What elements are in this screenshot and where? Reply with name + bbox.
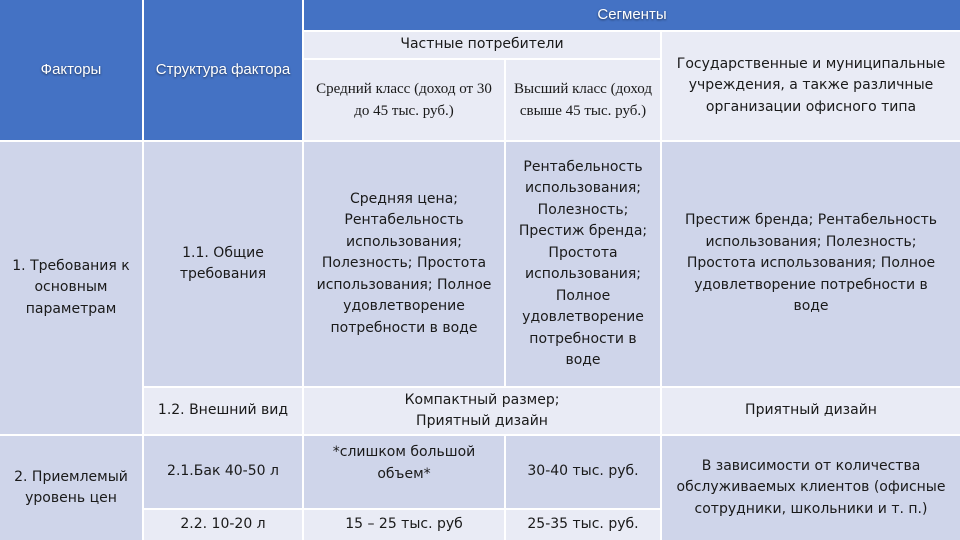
subfactor-2-1-middle: *слишком большой объем*: [304, 436, 504, 508]
middle-class-header: Средний класс (доход от 30 до 45 тыс. руб.): [304, 60, 504, 140]
subfactor-1-1-upper: Рентабельность использования; Полезность; Престиж бренда; Простота использования; Полное удовлетворение потребности в воде: [506, 142, 660, 386]
subfactor-1-1-label: 1.1. Общие требования: [144, 142, 302, 386]
subfactor-2-2-label: 2.2. 10-20 л: [144, 510, 302, 540]
subfactor-1-2-label: 1.2. Внешний вид: [144, 388, 302, 434]
private-consumers-header: Частные потребители: [304, 32, 660, 58]
subfactor-1-1-middle: Средняя цена; Рентабельность использования; Полезность; Простота использования; Полное удовлетворение потребности в воде: [304, 142, 504, 386]
subfactor-2-2-middle: 15 – 25 тыс. руб: [304, 510, 504, 540]
factor-2-government: В зависимости от количества обслуживаемых клиентов (офисные сотрудники, школьники и т. п.): [662, 436, 960, 540]
subfactor-2-1-upper: 30-40 тыс. руб.: [506, 436, 660, 508]
upper-class-header: Высший класс (доход свыше 45 тыс. руб.): [506, 60, 660, 140]
subfactor-1-2-private: Компактный размер; Приятный дизайн: [304, 388, 660, 434]
structure-header: Структура фактора: [144, 0, 302, 140]
factors-header: Факторы: [0, 0, 142, 140]
segments-header: Сегменты: [304, 0, 960, 30]
subfactor-1-2-government: Приятный дизайн: [662, 388, 960, 434]
factor-1-label: 1. Требования к основным параметрам: [0, 142, 142, 434]
factor-2-label: 2. Приемлемый уровень цен: [0, 436, 142, 540]
subfactor-2-2-upper: 25-35 тыс. руб.: [506, 510, 660, 540]
subfactor-2-1-label: 2.1.Бак 40-50 л: [144, 436, 302, 508]
subfactor-1-1-government: Престиж бренда; Рентабельность использования; Полезность; Простота использования; Полное удовлетворение потребности в воде: [662, 142, 960, 386]
government-header: Государственные и муниципальные учреждения, а также различные организации офисного типа: [662, 32, 960, 140]
